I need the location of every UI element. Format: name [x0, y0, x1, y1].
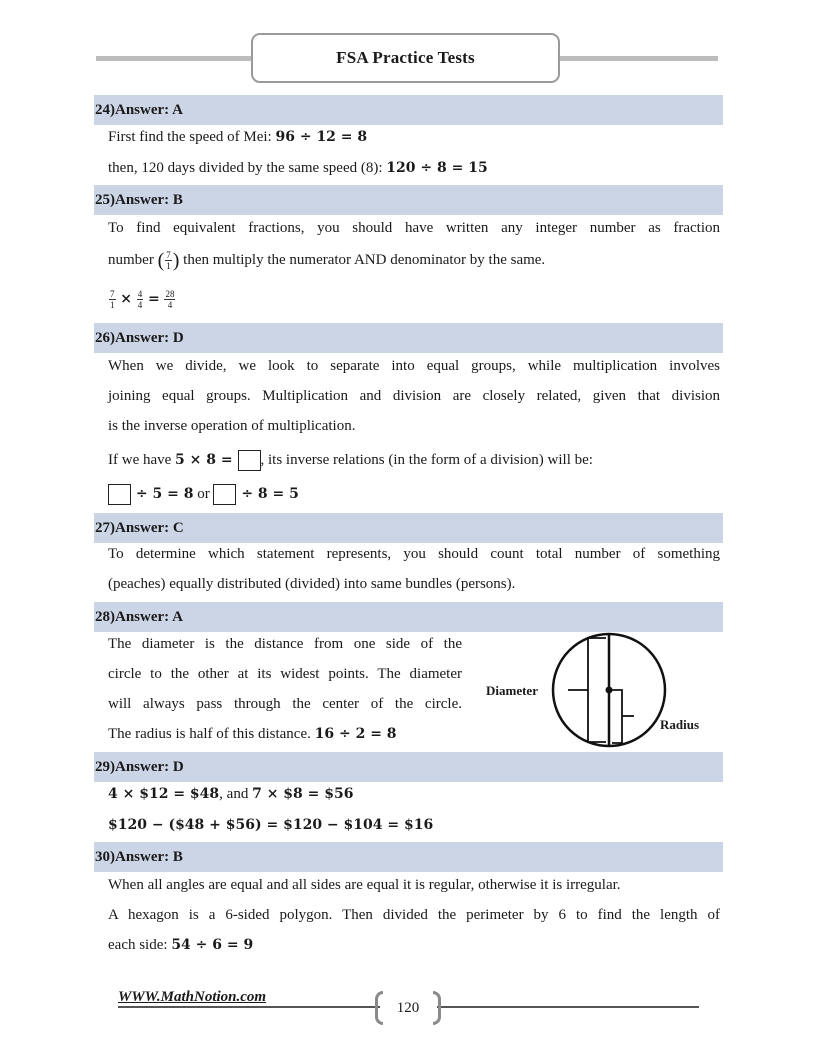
page-title: FSA Practice Tests: [251, 33, 560, 83]
circle-diagram: [480, 630, 720, 755]
answer-25-line-1: To find equivalent fractions, you should have written any integer number as fraction: [108, 220, 720, 236]
answer-24-line-2: then, 120 days divided by the same speed (8): 120 ÷ 8 = 15: [108, 160, 488, 176]
blank-box: [238, 450, 261, 471]
answer-28-header: 28)Answer: A: [94, 602, 723, 632]
blank-box: [108, 484, 131, 505]
answer-28-line-2: circle to the other at its widest points. The diameter: [108, 666, 462, 682]
answer-27-header: 27)Answer: C: [94, 513, 723, 543]
answer-30-line-2: A hexagon is a 6-sided polygon. Then divided the perimeter by 6 to find the length of: [108, 907, 720, 923]
answer-27-line-2: (peaches) equally distributed (divided) into same bundles (persons).: [108, 576, 516, 592]
page-number: 120: [396, 999, 420, 1016]
answer-30-line-3: each side: 54 ÷ 6 = 9: [108, 937, 254, 953]
answer-26-line-2: joining equal groups. Multiplication and division are closely related, given that division: [108, 388, 720, 404]
answer-28-line-1: The diameter is the distance from one side of the: [108, 636, 462, 652]
answer-30-header: 30)Answer: B: [94, 842, 723, 872]
radius-label: Radius: [660, 717, 700, 732]
fraction-7-1: $\frac{7}{1}$: [166, 250, 171, 272]
answer-25-line-2: number ( $\frac{7}{1}$ ) then multiply the numerator AND denominator by the same.: [108, 249, 546, 272]
answer-24-line-1: First find the speed of Mei: 96 ÷ 12 = 8: [108, 129, 368, 145]
answer-26-line-3: is the inverse operation of multiplication.: [108, 418, 356, 434]
answer-29-header: 29)Answer: D: [94, 752, 723, 782]
footer-rule-left: [118, 1006, 380, 1008]
blank-box: [213, 484, 236, 505]
answer-24-header: 24)Answer: A: [94, 95, 723, 125]
answer-26-line-5: ÷ 5 = 8 or ÷ 8 = 5: [108, 484, 720, 505]
answer-28-line-4: The radius is half of this distance. 16 ÷ 2 = 8: [108, 726, 397, 742]
answer-30-line-1: When all angles are equal and all sides are equal it is regular, otherwise it is irregular.: [108, 877, 621, 893]
answer-25-equation: $\frac{7}{1}$ × $\frac{4}{4}$ = $\frac{28}{4}$: [110, 289, 175, 311]
answer-26-line-4: If we have 5 × 8 = , its inverse relations (in the form of a division) will be:: [108, 450, 720, 471]
answer-27-line-1: To determine which statement represents, you should count total number of something: [108, 546, 720, 562]
answer-28-line-3: will always pass through the center of the circle.: [108, 696, 462, 712]
header-rule-right: [560, 56, 718, 61]
answer-25-header: 25)Answer: B: [94, 185, 723, 215]
header-rule-left: [96, 56, 254, 61]
diameter-label: Diameter: [486, 683, 538, 698]
answer-29-line-2: $120 − ($48 + $56) = $120 − $104 = $16: [108, 817, 434, 833]
answer-26-line-1: When we divide, we look to separate into equal groups, while multiplication involves: [108, 358, 720, 374]
answer-29-line-1: 4 × $12 = $48, and 7 × $8 = $56: [108, 786, 354, 802]
footer-rule-right: [437, 1006, 699, 1008]
footer-website: WWW.MathNotion.com: [118, 989, 267, 1005]
answer-26-header: 26)Answer: D: [94, 323, 723, 353]
